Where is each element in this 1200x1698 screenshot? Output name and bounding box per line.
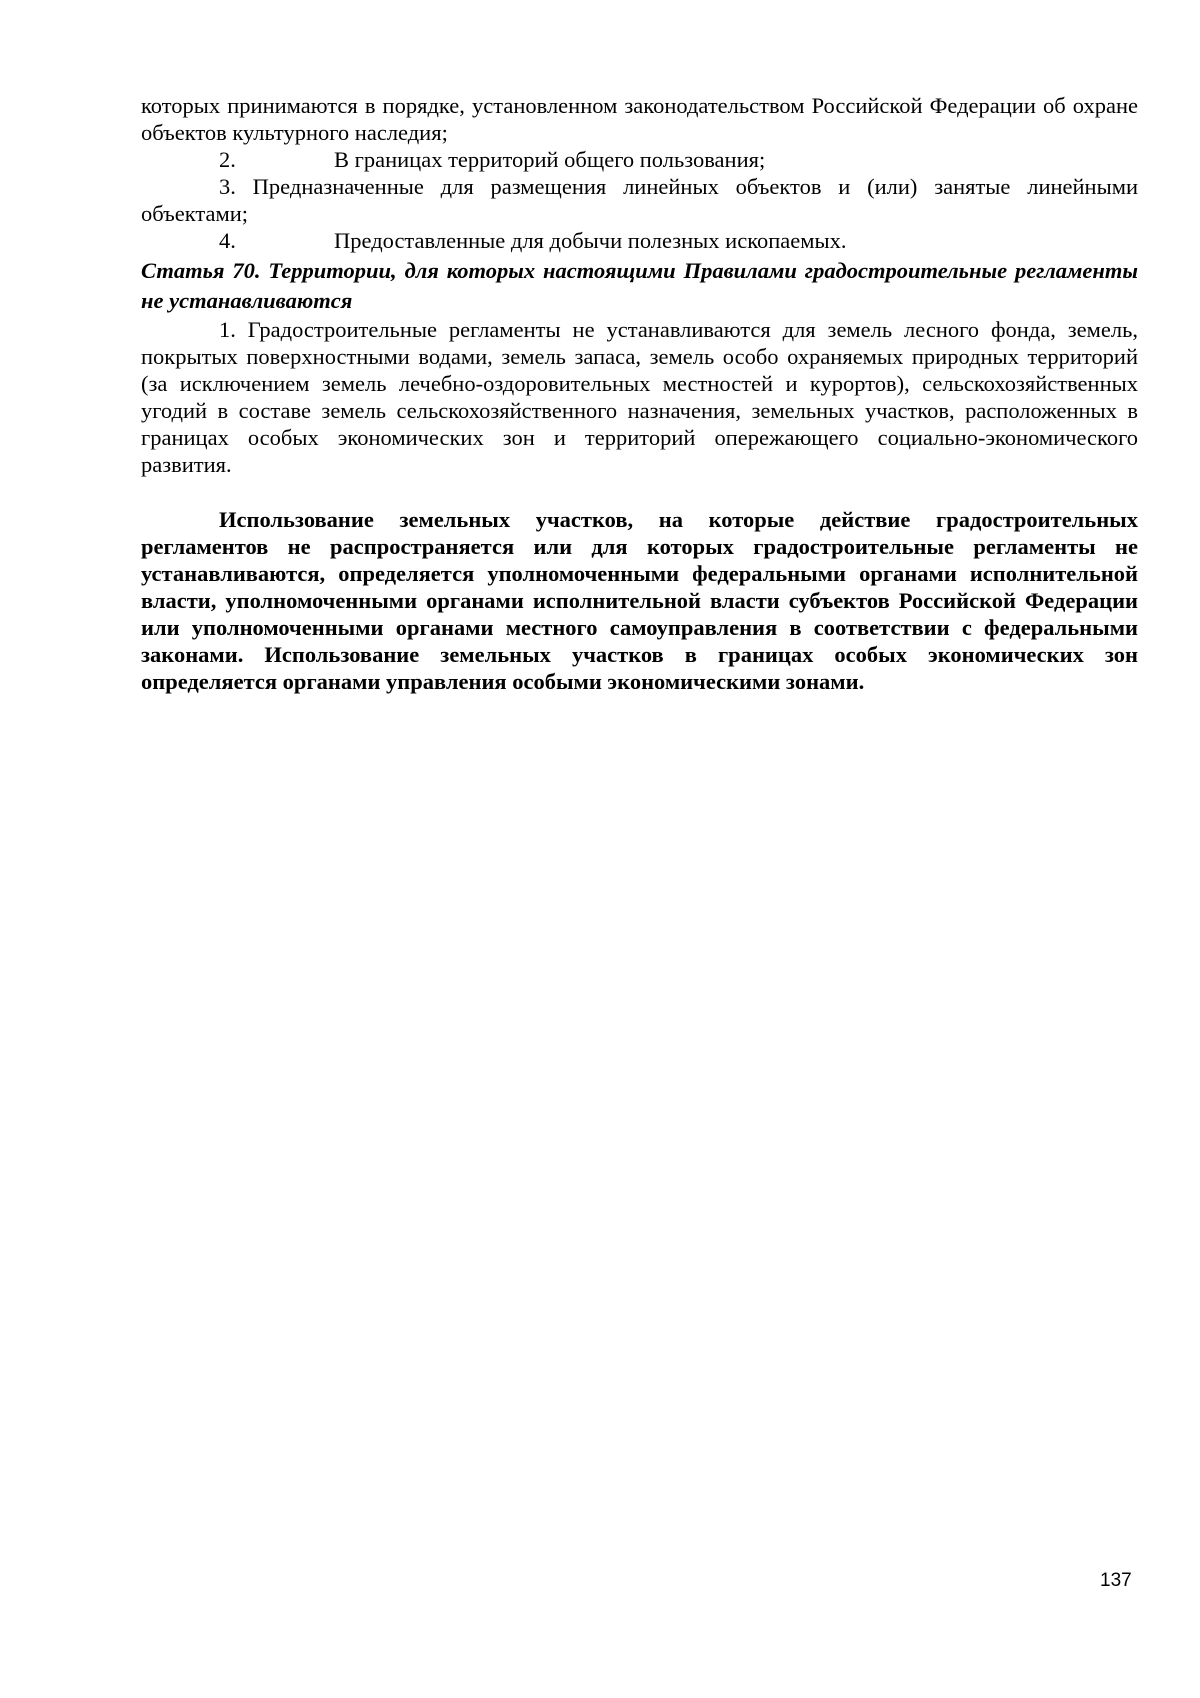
article-paragraph: 1. Градостроительные регламенты не устанавливаются для земель лесного фонда, земель, покрытых поверхностными водами, земель запаса, земель особо охраняемых природных территорий (за исключением земель лечебно-оздоровительных местностей и курортов), сельскохозяйственных угодий в составе земель сельскохозяйственного назначения, земельных участков, расположенных в границах особых экономических зон и территорий опережающего социально-экономического развития. — [141, 317, 1138, 477]
list-item-2-text: В границах территорий общего пользования; — [334, 147, 766, 172]
list-item-4 — [141, 227, 1138, 254]
page-number: 137 — [1100, 1570, 1132, 1591]
list-item-3: 3. Предназначенные для размещения линейных объектов и (или) занятые линейными объектами; — [141, 174, 1138, 226]
document-page — [141, 92, 1138, 695]
list-item-2 — [141, 146, 1138, 173]
article-heading: Статья 70. Территории, для которых настоящими Правилами градостроительные регламенты не устанавливаются — [141, 258, 1138, 313]
bold-paragraph: Использование земельных участков, на которые действие градостроительных регламентов не распространяется или для которых градостроительные регламенты не устанавливаются, определяется уполномоченными федеральными органами исполнительной власти, уполномоченными органами исполнительной власти субъектов Российской Федерации или уполномоченными органами местного самоуправления в соответствии с федеральными законами. Использование земельных участков в границах особых экономических зон определяется органами управления особыми экономическими зонами. — [141, 507, 1138, 694]
continuation-paragraph: которых принимаются в порядке, установленном законодательством Российской Федерации об охране объектов культурного наследия; — [141, 93, 1138, 145]
list-item-4-text: Предоставленные для добычи полезных ископаемых. — [334, 228, 847, 253]
list-item-4-number: 4. — [219, 228, 236, 253]
paragraph-spacer — [141, 478, 1138, 506]
list-item-2-number: 2. — [219, 147, 236, 172]
